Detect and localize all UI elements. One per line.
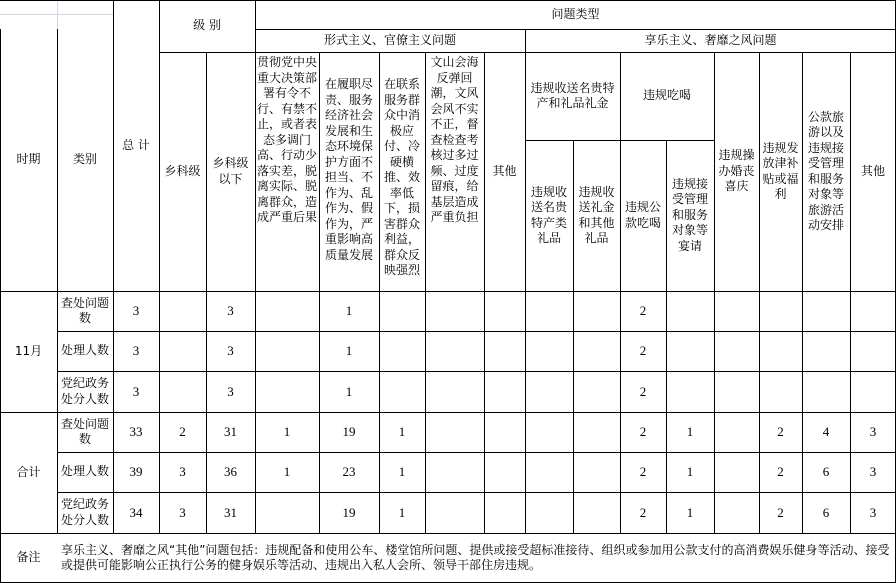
- table-cell[interactable]: [525, 452, 573, 492]
- header-level-township: 乡科级: [164, 163, 201, 178]
- table-cell[interactable]: 2: [639, 303, 647, 318]
- header-travel: 公款旅游以及违规接受管理和服务对象等旅游活动安排: [807, 109, 844, 232]
- table-cell[interactable]: [525, 371, 573, 412]
- header-gifts: 违规收送名贵特产和礼品礼金: [530, 80, 615, 110]
- row-label: 查处问题数: [60, 416, 109, 446]
- table-cell[interactable]: [255, 291, 319, 331]
- period-label: 11月: [14, 343, 43, 358]
- table-cell[interactable]: 2: [777, 504, 784, 520]
- table-cell[interactable]: 34: [129, 504, 143, 520]
- header-level: 级 别: [193, 18, 221, 33]
- table-cell[interactable]: [425, 331, 484, 371]
- table-cell[interactable]: 1: [398, 424, 406, 439]
- row-label: 处理人数: [60, 343, 109, 358]
- table-cell[interactable]: [573, 492, 620, 533]
- header-formalism-service: 在联系服务群众中消极应付、冷硬横推、效率低下，损害群众利益，群众反映强烈: [383, 77, 420, 277]
- table-cell[interactable]: 1: [345, 303, 353, 318]
- table-cell[interactable]: 36: [224, 464, 237, 479]
- table-cell[interactable]: [850, 371, 896, 412]
- header-issue-type: 问题类型: [551, 6, 600, 21]
- table-cell[interactable]: 2: [639, 383, 647, 399]
- table-cell[interactable]: [425, 412, 484, 452]
- table-cell[interactable]: [255, 331, 319, 371]
- row-label: 查处问题数: [60, 295, 109, 325]
- header-period: 时期: [16, 152, 41, 167]
- table-cell[interactable]: 1: [398, 504, 406, 520]
- table-cell[interactable]: [759, 371, 802, 412]
- table-cell[interactable]: [666, 331, 714, 371]
- table-cell[interactable]: 2: [639, 343, 647, 358]
- header-dining-accept: 违规接受管理和服务对象等宴请: [671, 176, 708, 253]
- table-cell[interactable]: 3: [132, 343, 140, 358]
- table-cell[interactable]: 3: [227, 303, 234, 318]
- table-cell[interactable]: 3: [869, 504, 877, 520]
- header-hedonism: 享乐主义、奢靡之风问题: [644, 32, 777, 47]
- table-cell[interactable]: [425, 492, 484, 533]
- header-formalism-other: 其他: [492, 163, 517, 178]
- table-cell[interactable]: [159, 291, 206, 331]
- table-cell[interactable]: 3: [179, 504, 186, 520]
- table-cell[interactable]: [714, 492, 759, 533]
- table-cell[interactable]: 6: [822, 464, 830, 479]
- table-cell[interactable]: [425, 371, 484, 412]
- table-cell[interactable]: [850, 291, 896, 331]
- table-cell[interactable]: [159, 331, 206, 371]
- table-cell[interactable]: 19: [342, 504, 356, 520]
- table-cell[interactable]: 1: [686, 504, 694, 520]
- table-cell[interactable]: [714, 291, 759, 331]
- table-cell[interactable]: [525, 492, 573, 533]
- header-category: 类别: [72, 152, 97, 167]
- row-label: 党纪政务处分人数: [60, 376, 109, 406]
- table-cell[interactable]: [525, 331, 573, 371]
- table-cell[interactable]: 6: [822, 504, 830, 520]
- table-cell[interactable]: [573, 291, 620, 331]
- table-cell[interactable]: [159, 371, 206, 412]
- table-cell[interactable]: [255, 371, 319, 412]
- table-cell[interactable]: 3: [227, 343, 234, 358]
- table-cell[interactable]: [714, 452, 759, 492]
- row-label: 处理人数: [60, 464, 109, 479]
- table-cell[interactable]: 1: [398, 464, 406, 479]
- table-cell[interactable]: [379, 331, 425, 371]
- header-formalism: 形式主义、官僚主义问题: [323, 32, 456, 47]
- table-cell[interactable]: [759, 291, 802, 331]
- row-label: 党纪政务处分人数: [60, 497, 109, 527]
- header-formalism-policy: 贯彻党中央重大决策部署有令不行、有禁不止，或者表态多调门高、行动少落实差，脱离实际、脱离群众，造成严重后果: [257, 55, 318, 224]
- table-cell[interactable]: 2: [639, 504, 647, 520]
- grid-line: [0, 14, 113, 15]
- header-formalism-meetings: 文山会海反弹回潮，文风会风不实不正，督查检查考核过多过频、过度留痕，给基层造成严重负担: [430, 55, 479, 224]
- table-cell[interactable]: [525, 412, 573, 452]
- table-cell[interactable]: [759, 331, 802, 371]
- header-dining-public: 违规公款吃喝: [624, 200, 661, 230]
- table-cell[interactable]: 3: [132, 303, 140, 318]
- note-text: 享乐主义、奢靡之风“其他”问题包括：违规配备和使用公车、楼堂馆所问题、提供或接受超标准接待、组织或参加用公款支付的高消费娱乐健身等活动、接受或提供可能影响公正执行公务的健身娱乐等活动、违规出入私人会所、领导干部住房违规。: [61, 542, 890, 572]
- header-gifts-special: 违规收送名贵特产类礼品: [530, 184, 567, 245]
- table-cell[interactable]: [484, 492, 525, 533]
- table-cell[interactable]: [802, 331, 850, 371]
- table-cell[interactable]: 2: [639, 464, 647, 479]
- table-cell[interactable]: 1: [345, 383, 353, 399]
- table-cell[interactable]: [573, 412, 620, 452]
- table-cell[interactable]: 3: [869, 464, 877, 479]
- table-cell[interactable]: 1: [283, 464, 291, 479]
- table-cell[interactable]: 1: [686, 464, 694, 479]
- table-cell[interactable]: [484, 412, 525, 452]
- header-level-below: 乡科级以下: [212, 156, 249, 186]
- table-cell[interactable]: 2: [179, 424, 186, 439]
- period-label: 合计: [16, 464, 41, 479]
- table-cell[interactable]: [484, 371, 525, 412]
- table-cell[interactable]: 33: [129, 424, 143, 439]
- note-label: 备注: [16, 550, 41, 565]
- table-cell[interactable]: [573, 452, 620, 492]
- table-cell[interactable]: [425, 452, 484, 492]
- table-cell[interactable]: [802, 371, 850, 412]
- table-cell[interactable]: [666, 371, 714, 412]
- table-cell[interactable]: 1: [283, 424, 291, 439]
- table-cell[interactable]: 23: [342, 464, 356, 479]
- table-cell[interactable]: 3: [869, 424, 877, 439]
- header-total: 总 计: [122, 137, 150, 152]
- table-cell[interactable]: 4: [822, 424, 830, 439]
- table-cell[interactable]: [379, 371, 425, 412]
- header-dining: 违规吃喝: [642, 88, 691, 103]
- table-cell[interactable]: 2: [777, 464, 784, 479]
- table-cell[interactable]: [484, 452, 525, 492]
- header-weddings: 违规操办婚丧喜庆: [718, 148, 755, 194]
- table-cell[interactable]: 39: [129, 464, 143, 479]
- table-cell[interactable]: 3: [227, 383, 234, 399]
- table-cell[interactable]: [714, 412, 759, 452]
- table-cell[interactable]: [573, 331, 620, 371]
- table-cell[interactable]: [425, 291, 484, 331]
- table-cell[interactable]: [802, 291, 850, 331]
- table-cell[interactable]: 2: [639, 424, 647, 439]
- table-cell[interactable]: 2: [777, 424, 784, 439]
- table-cell[interactable]: 31: [224, 424, 237, 439]
- table-cell[interactable]: [714, 331, 759, 371]
- table-cell[interactable]: 19: [342, 424, 356, 439]
- table-cell[interactable]: [714, 371, 759, 412]
- header-other: 其他: [860, 163, 885, 178]
- table-cell[interactable]: [525, 291, 573, 331]
- table-cell[interactable]: 3: [132, 383, 140, 399]
- header-allowances: 违规发放津补贴或福利: [762, 140, 799, 201]
- table-cell[interactable]: 1: [686, 424, 694, 439]
- table-cell[interactable]: [484, 331, 525, 371]
- header-gifts-money: 违规收送礼金和其他礼品: [578, 184, 615, 245]
- table-cell[interactable]: [850, 331, 896, 371]
- table-cell[interactable]: [379, 291, 425, 331]
- header-formalism-duty: 在履职尽责、服务经济社会发展和生态环境保护方面不担当、不作为、乱作为、假作为，严重影响高质量发展: [324, 77, 373, 262]
- table-cell[interactable]: [255, 492, 319, 533]
- table-cell[interactable]: 1: [345, 343, 353, 358]
- table-cell[interactable]: [573, 371, 620, 412]
- table-cell[interactable]: [666, 291, 714, 331]
- table-cell[interactable]: [484, 291, 525, 331]
- table-cell[interactable]: 31: [224, 504, 237, 520]
- table-cell[interactable]: 3: [179, 464, 186, 479]
